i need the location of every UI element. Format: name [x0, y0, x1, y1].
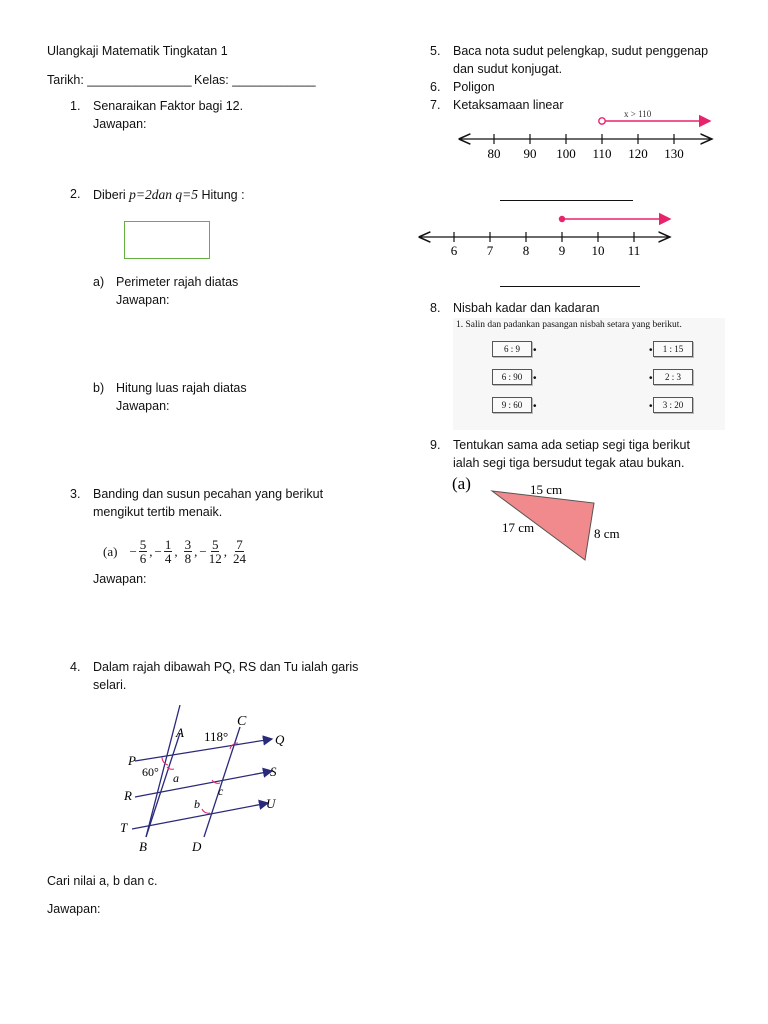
dot: •	[649, 401, 653, 412]
q3-answer-label: Jawapan:	[93, 572, 147, 586]
q7-text: Ketaksamaan linear	[453, 98, 564, 112]
tick-label: 7	[486, 243, 494, 258]
svg-text:x > 110: x > 110	[624, 110, 652, 119]
q8-instruction: 1. Salin dan padankan pasangan nisbah setara yang berikut.	[456, 320, 682, 330]
tick-label: 6	[450, 243, 458, 258]
q2b-answer-label: Jawapan:	[116, 399, 170, 413]
dot: •	[533, 373, 537, 384]
tick-label: 11	[627, 243, 641, 258]
q9-number: 9.	[430, 438, 441, 452]
q2a-answer-label: Jawapan:	[116, 293, 170, 307]
angle-60: 60°	[142, 765, 159, 779]
parallel-lines-diagram	[110, 705, 300, 857]
q5-line1: Baca nota sudut pelengkap, sudut penggenap	[453, 44, 709, 58]
dot: •	[649, 345, 653, 356]
closed-circle	[559, 216, 565, 222]
q2-prefix: Diberi	[93, 188, 126, 202]
q2a-label: a)	[93, 275, 105, 289]
label-u: U	[266, 796, 276, 811]
number-line-2	[414, 205, 678, 261]
q3-part-label: (a)	[103, 543, 118, 559]
q9-line1: Tentukan sama ada setiap segi tiga berikut	[453, 438, 690, 452]
q1-number: 1.	[70, 99, 81, 113]
ratio-right-1: 1 : 15	[653, 341, 693, 357]
fraction-2-sign: −	[154, 543, 162, 559]
tick-label: 130	[664, 146, 684, 161]
tick-label: 100	[556, 146, 576, 161]
side-left-label: 17 cm	[502, 520, 535, 535]
open-circle	[599, 118, 605, 124]
label-d-point: D	[192, 839, 202, 854]
q5-line2: dan sudut konjugat.	[453, 62, 563, 76]
q8-text: Nisbah kadar dan kadaran	[453, 301, 600, 315]
fraction-1: $\frac{5}{6}$	[139, 537, 147, 566]
label-t: T	[120, 820, 128, 835]
tick-label: 110	[592, 146, 612, 161]
fraction-2: $\frac{1}{4}$	[164, 537, 172, 566]
dot: •	[649, 373, 653, 384]
tick-label: 80	[487, 146, 501, 161]
tick-label: 90	[523, 146, 537, 161]
answer-line-1	[500, 200, 633, 201]
q2-equation: p=2dan q=5	[129, 187, 198, 202]
ratio-right-2: 2 : 3	[653, 369, 693, 385]
label-b-point: B	[139, 839, 147, 854]
tick-label: 10	[591, 243, 605, 258]
dot: •	[533, 345, 537, 356]
q6-number: 6.	[430, 80, 441, 94]
q2-suffix: Hitung :	[201, 188, 245, 202]
answer-line-2	[500, 286, 640, 287]
fraction-1-sign: −	[129, 543, 137, 559]
q1-answer-label: Jawapan:	[93, 117, 147, 131]
q4-answer-label: Jawapan:	[47, 902, 101, 916]
q4-number: 4.	[70, 660, 81, 674]
side-top-label: 15 cm	[530, 482, 563, 497]
q1-text: Senaraikan Faktor bagi 12.	[93, 99, 244, 113]
class-field: Kelas: ____________	[194, 73, 316, 87]
q3-line1: Banding dan susun pecahan yang berikut	[93, 487, 324, 501]
ratio-left-3: 9 : 60	[492, 397, 532, 413]
fraction-3: $\frac{3}{8}$	[184, 537, 192, 566]
angle-b: b	[194, 797, 200, 811]
dot: •	[533, 401, 537, 412]
q6-text: Poligon	[453, 80, 495, 94]
q5-number: 5.	[430, 44, 441, 58]
triangle-diagram	[448, 470, 638, 565]
q7-number: 7.	[430, 98, 441, 112]
q4-line1: Dalam rajah dibawah PQ, RS dan Tu ialah garis	[93, 660, 359, 674]
q2-number: 2.	[70, 187, 81, 201]
q8-number: 8.	[430, 301, 441, 315]
fraction-5: $\frac{7}{24}$	[232, 537, 246, 566]
q9-part-label: (a)	[452, 474, 471, 493]
angle-118: 118°	[204, 729, 229, 744]
q9-line2: ialah segi tiga bersudut tegak atau bukan.	[453, 456, 685, 470]
q3-line2: mengikut tertib menaik.	[93, 505, 223, 519]
rectangle-shape	[124, 221, 210, 259]
date-field: Tarikh: _______________	[47, 73, 192, 87]
tick-label: 9	[558, 243, 566, 258]
fraction-4-sign: −	[199, 543, 207, 559]
q3-number: 3.	[70, 487, 81, 501]
ratio-left-1: 6 : 9	[492, 341, 532, 357]
number-line-1	[450, 110, 720, 168]
q2-text	[93, 186, 245, 204]
label-p: P	[128, 753, 136, 768]
label-s: S	[270, 764, 277, 779]
q4-line2: selari.	[93, 678, 127, 692]
label-c-point: C	[237, 714, 247, 729]
side-right-label: 8 cm	[594, 526, 620, 541]
tick-label: 120	[628, 146, 648, 161]
ratio-right-3: 3 : 20	[653, 397, 693, 413]
q2a-text: Perimeter rajah diatas	[116, 275, 239, 289]
q4-question: Cari nilai a, b dan c.	[47, 874, 158, 888]
q2b-label: b)	[93, 381, 105, 395]
label-a-point: A	[176, 725, 184, 740]
fraction-sequence: (a) − $\frac{5}{6}$ , − $\frac{1}{4}$ , $\frac{3}{8}$ , − $\frac{5}{12}$ , $\frac{7}{24}$	[103, 537, 246, 566]
worksheet-title: Ulangkaji Matematik Tingkatan 1	[47, 44, 228, 58]
ratio-left-2: 6 : 90	[492, 369, 532, 385]
fraction-4: $\frac{5}{12}$	[208, 537, 222, 566]
q2b-text: Hitung luas rajah diatas	[116, 381, 247, 395]
angle-c: c	[218, 784, 224, 798]
label-r: R	[124, 788, 132, 803]
label-q: Q	[275, 732, 285, 747]
tick-label: 8	[522, 243, 530, 258]
angle-a: a	[173, 771, 179, 785]
